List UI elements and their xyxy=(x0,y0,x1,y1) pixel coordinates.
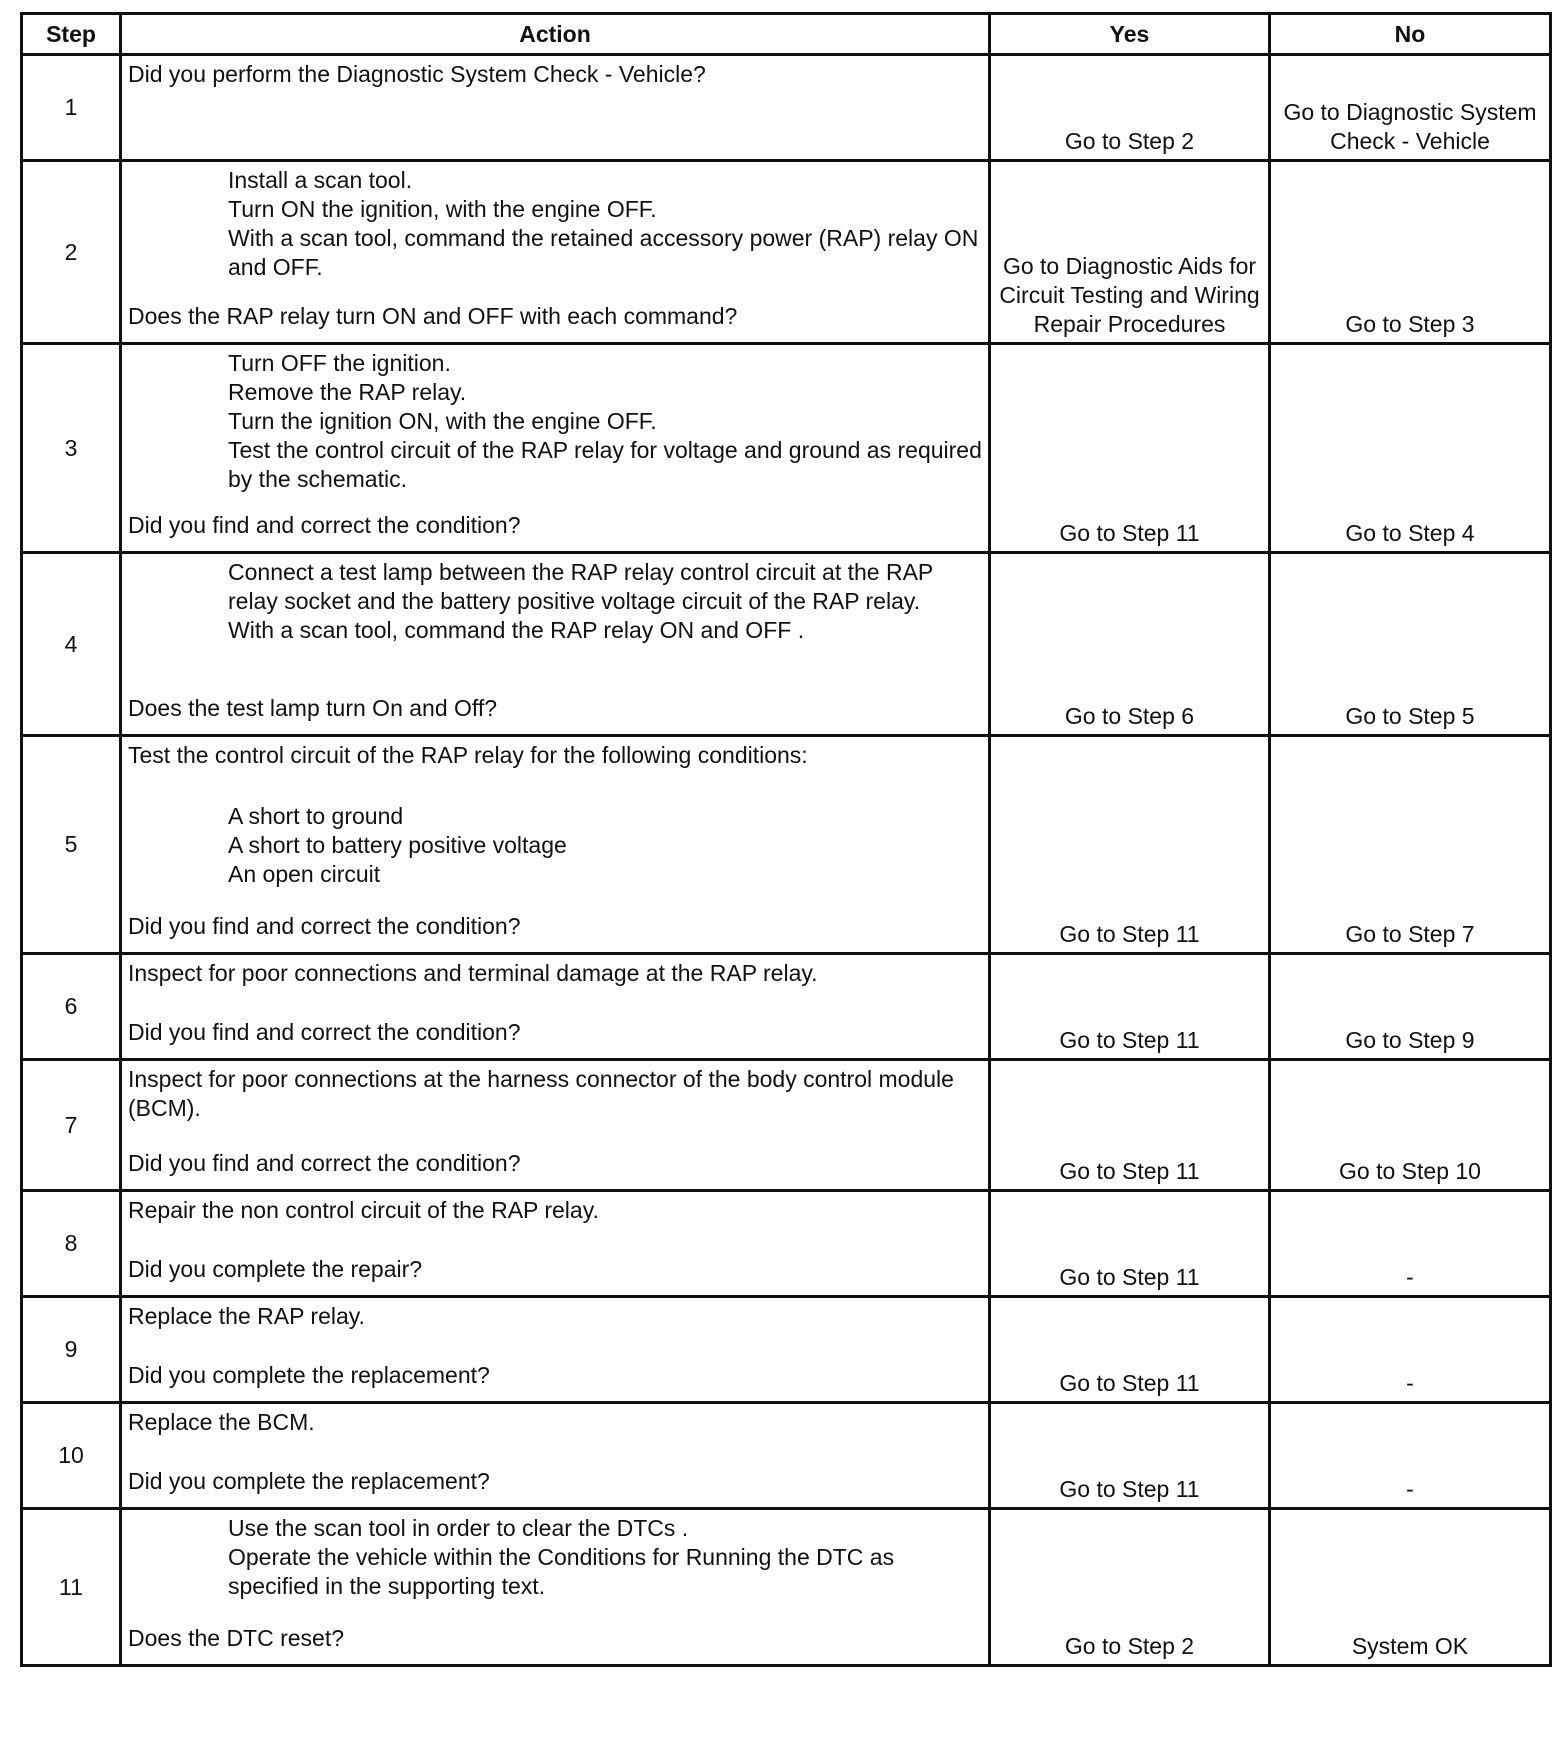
action-instruction: Repair the non control circuit of the RAP relay. xyxy=(128,1197,599,1223)
yes-result: Go to Step 6 xyxy=(990,553,1270,736)
action-step-item: With a scan tool, command the RAP relay ON and OFF . xyxy=(228,617,805,643)
action-step-item: Use the scan tool in order to clear the DTCs . xyxy=(228,1515,689,1541)
yes-result: Go to Step 11 xyxy=(990,736,1270,954)
action-steps-list xyxy=(228,166,982,282)
yes-result: Go to Step 11 xyxy=(990,1191,1270,1297)
table-row xyxy=(22,954,1551,1060)
header-yes: Yes xyxy=(990,14,1270,55)
action-cell xyxy=(121,954,990,1060)
yes-result: Go to Step 11 xyxy=(990,1060,1270,1191)
action-instruction: Replace the BCM. xyxy=(128,1409,315,1435)
action-step-item: Connect a test lamp between the RAP relay control circuit at the RAP relay socket and the battery positive voltage circuit of the RAP relay. xyxy=(228,559,933,614)
diagnostic-table-document xyxy=(20,12,1549,1667)
step-number: 3 xyxy=(22,344,121,553)
step-number: 7 xyxy=(22,1060,121,1191)
action-step-item: Turn ON the ignition, with the engine OFF. xyxy=(228,196,657,222)
action-step-item: A short to ground xyxy=(228,803,404,829)
action-instruction: Did you perform the Diagnostic System Check - Vehicle? xyxy=(128,61,706,87)
action-step-item: Turn OFF the ignition. xyxy=(228,350,451,376)
action-step-item: Operate the vehicle within the Conditions for Running the DTC as specified in the supporting text. xyxy=(228,1544,895,1599)
no-result: - xyxy=(1270,1403,1551,1509)
step-number: 8 xyxy=(22,1191,121,1297)
yes-result: Go to Step 2 xyxy=(990,1509,1270,1666)
action-cell xyxy=(121,736,990,954)
action-step-item: Install a scan tool. xyxy=(228,167,413,193)
action-question: Did you find and correct the condition? xyxy=(128,913,521,939)
yes-result: Go to Step 11 xyxy=(990,954,1270,1060)
action-cell xyxy=(121,1060,990,1191)
table-row xyxy=(22,344,1551,553)
action-instruction: Inspect for poor connections at the harness connector of the body control module (BCM). xyxy=(128,1066,954,1121)
header-no: No xyxy=(1270,14,1551,55)
header-step: Step xyxy=(22,14,121,55)
no-result: Go to Step 5 xyxy=(1270,553,1551,736)
step-number: 11 xyxy=(22,1509,121,1666)
action-instruction: Replace the RAP relay. xyxy=(128,1303,365,1329)
action-question: Does the test lamp turn On and Off? xyxy=(128,695,498,721)
yes-result: Go to Step 11 xyxy=(990,1403,1270,1509)
table-row xyxy=(22,553,1551,736)
action-question: Did you complete the replacement? xyxy=(128,1468,490,1494)
action-cell xyxy=(121,161,990,344)
action-cell xyxy=(121,55,990,161)
table-row xyxy=(22,161,1551,344)
action-cell xyxy=(121,1191,990,1297)
action-question: Does the RAP relay turn ON and OFF with each command? xyxy=(128,303,738,329)
table-body xyxy=(22,55,1551,1666)
no-result: Go to Step 10 xyxy=(1270,1060,1551,1191)
yes-result: Go to Step 11 xyxy=(990,344,1270,553)
action-step-item: Remove the RAP relay. xyxy=(228,379,467,405)
action-question: Did you complete the replacement? xyxy=(128,1362,490,1388)
action-instruction: Inspect for poor connections and terminal damage at the RAP relay. xyxy=(128,960,818,986)
table-row xyxy=(22,1060,1551,1191)
step-number: 4 xyxy=(22,553,121,736)
step-number: 1 xyxy=(22,55,121,161)
action-instruction: Test the control circuit of the RAP relay for the following conditions: xyxy=(128,742,808,768)
action-steps-list xyxy=(228,802,982,889)
no-result: - xyxy=(1270,1191,1551,1297)
action-question: Does the DTC reset? xyxy=(128,1625,345,1651)
yes-result: Go to Step 2 xyxy=(990,55,1270,161)
no-result: - xyxy=(1270,1297,1551,1403)
table-row xyxy=(22,55,1551,161)
header-row xyxy=(22,14,1551,55)
action-steps-list xyxy=(228,349,982,494)
no-result: Go to Step 3 xyxy=(1270,161,1551,344)
action-question: Did you complete the repair? xyxy=(128,1256,423,1282)
action-cell xyxy=(121,1509,990,1666)
table-row xyxy=(22,1509,1551,1666)
action-cell xyxy=(121,1403,990,1509)
action-steps-list xyxy=(228,1514,982,1601)
action-step-item: A short to battery positive voltage xyxy=(228,832,567,858)
step-number: 9 xyxy=(22,1297,121,1403)
table-row xyxy=(22,736,1551,954)
action-cell xyxy=(121,1297,990,1403)
step-number: 6 xyxy=(22,954,121,1060)
action-question: Did you find and correct the condition? xyxy=(128,512,521,538)
step-number: 5 xyxy=(22,736,121,954)
header-action: Action xyxy=(121,14,990,55)
table-row xyxy=(22,1191,1551,1297)
action-step-item: Test the control circuit of the RAP relay for voltage and ground as required by the schematic. xyxy=(228,437,982,492)
action-step-item: Turn the ignition ON, with the engine OFF. xyxy=(228,408,657,434)
action-cell xyxy=(121,344,990,553)
no-result: Go to Step 9 xyxy=(1270,954,1551,1060)
table-row xyxy=(22,1297,1551,1403)
action-steps-list xyxy=(228,558,982,645)
yes-result: Go to Step 11 xyxy=(990,1297,1270,1403)
diagnostic-table xyxy=(20,12,1552,1667)
action-step-item: With a scan tool, command the retained accessory power (RAP) relay ON and OFF. xyxy=(228,225,979,280)
no-result: System OK xyxy=(1270,1509,1551,1666)
action-step-item: An open circuit xyxy=(228,861,381,887)
step-number: 2 xyxy=(22,161,121,344)
no-result: Go to Diagnostic System Check - Vehicle xyxy=(1270,55,1551,161)
step-number: 10 xyxy=(22,1403,121,1509)
action-cell xyxy=(121,553,990,736)
action-question: Did you find and correct the condition? xyxy=(128,1150,521,1176)
no-result: Go to Step 4 xyxy=(1270,344,1551,553)
table-row xyxy=(22,1403,1551,1509)
action-question: Did you find and correct the condition? xyxy=(128,1019,521,1045)
no-result: Go to Step 7 xyxy=(1270,736,1551,954)
yes-result: Go to Diagnostic Aids for Circuit Testing and Wiring Repair Procedures xyxy=(990,161,1270,344)
